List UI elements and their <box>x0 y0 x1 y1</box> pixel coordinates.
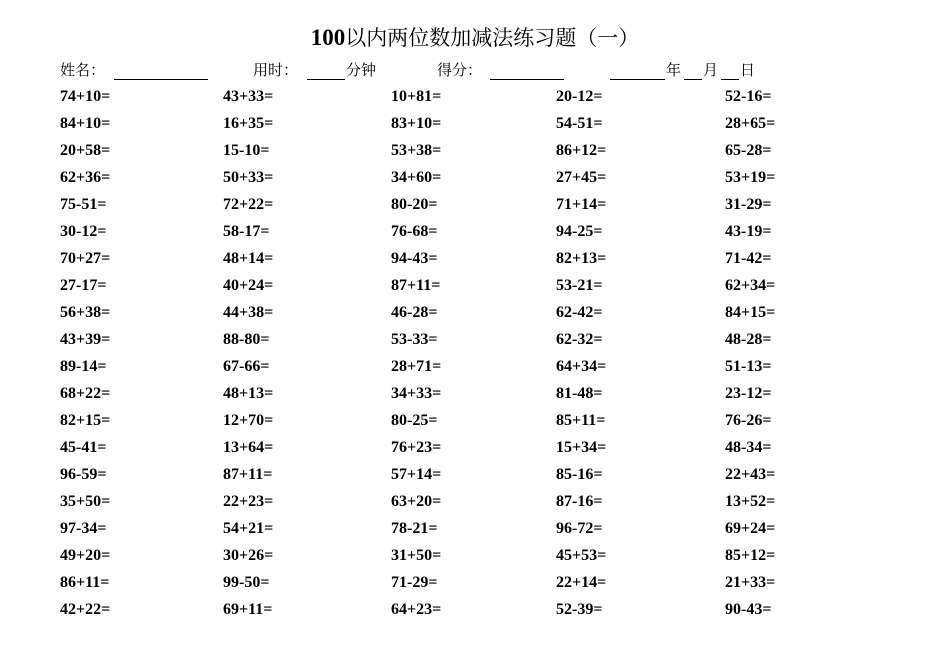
problem-item: 76+23= <box>391 439 442 456</box>
problem-item: 30+26= <box>223 547 274 564</box>
problem-item: 22+14= <box>556 574 607 591</box>
problem-row <box>0 572 950 599</box>
problem-item: 62+36= <box>60 169 111 186</box>
problem-row <box>0 221 950 248</box>
problem-item: 69+24= <box>725 520 776 537</box>
problem-item: 58-17= <box>223 223 270 240</box>
problem-item: 81-48= <box>556 385 603 402</box>
problem-item: 67-66= <box>223 358 270 375</box>
problem-item: 48-34= <box>725 439 772 456</box>
problem-item: 53+38= <box>391 142 442 159</box>
problem-item: 54-51= <box>556 115 603 132</box>
problem-item: 80-25= <box>391 412 438 429</box>
problem-item: 88-80= <box>223 331 270 348</box>
problem-item: 89-14= <box>60 358 107 375</box>
problem-item: 70+27= <box>60 250 111 267</box>
problem-item: 53+19= <box>725 169 776 186</box>
problem-item: 85+11= <box>556 412 606 429</box>
problem-row <box>0 167 950 194</box>
problem-item: 34+60= <box>391 169 442 186</box>
problem-item: 94-25= <box>556 223 603 240</box>
problem-row <box>0 140 950 167</box>
problem-item: 62-32= <box>556 331 603 348</box>
problem-item: 75-51= <box>60 196 107 213</box>
time-label: 用时： <box>253 61 299 79</box>
problem-item: 99-50= <box>223 574 270 591</box>
header-info-row <box>0 58 950 82</box>
problem-row <box>0 329 950 356</box>
problem-item: 48-28= <box>725 331 772 348</box>
problem-item: 30-12= <box>60 223 107 240</box>
problem-item: 42+22= <box>60 601 111 618</box>
problem-item: 20-12= <box>556 88 603 105</box>
problem-item: 74+10= <box>60 88 111 105</box>
problem-row <box>0 464 950 491</box>
problem-item: 78-21= <box>391 520 438 537</box>
problem-item: 54+21= <box>223 520 274 537</box>
problem-item: 45+53= <box>556 547 607 564</box>
problem-item: 71-29= <box>391 574 438 591</box>
problem-item: 10+81= <box>391 88 442 105</box>
problem-item: 72+22= <box>223 196 274 213</box>
problem-grid <box>0 86 950 626</box>
name-blank[interactable] <box>114 79 208 80</box>
problem-item: 87+11= <box>391 277 441 294</box>
worksheet-title <box>0 22 950 54</box>
problem-item: 97-34= <box>60 520 107 537</box>
problem-row <box>0 599 950 626</box>
problem-item: 53-21= <box>556 277 603 294</box>
problem-row <box>0 302 950 329</box>
year-label: 年 <box>666 61 682 79</box>
problem-item: 85-16= <box>556 466 603 483</box>
problem-item: 76-68= <box>391 223 438 240</box>
problem-item: 57+14= <box>391 466 442 483</box>
problem-item: 71-42= <box>725 250 772 267</box>
problem-row <box>0 437 950 464</box>
problem-item: 12+70= <box>223 412 274 429</box>
problem-row <box>0 194 950 221</box>
problem-item: 44+38= <box>223 304 274 321</box>
problem-item: 86+11= <box>60 574 110 591</box>
problem-item: 82+13= <box>556 250 607 267</box>
problem-item: 40+24= <box>223 277 274 294</box>
problem-item: 96-72= <box>556 520 603 537</box>
problem-item: 48+13= <box>223 385 274 402</box>
problem-row <box>0 383 950 410</box>
score-blank[interactable] <box>490 79 564 80</box>
problem-item: 20+58= <box>60 142 111 159</box>
problem-item: 64+23= <box>391 601 442 618</box>
problem-item: 69+11= <box>223 601 273 618</box>
problem-item: 27+45= <box>556 169 607 186</box>
problem-item: 13+52= <box>725 493 776 510</box>
problem-item: 15+34= <box>556 439 607 456</box>
problem-row <box>0 491 950 518</box>
month-blank[interactable] <box>684 79 702 80</box>
problem-item: 50+33= <box>223 169 274 186</box>
title-text: 以内两位数加减法练习题（一） <box>345 26 640 50</box>
problem-row <box>0 545 950 572</box>
problem-item: 94-43= <box>391 250 438 267</box>
problem-row <box>0 356 950 383</box>
problem-item: 28+65= <box>725 115 776 132</box>
problem-item: 31+50= <box>391 547 442 564</box>
problem-item: 80-20= <box>391 196 438 213</box>
time-unit-label: 分钟 <box>346 61 377 79</box>
problem-row <box>0 275 950 302</box>
problem-item: 87+11= <box>223 466 273 483</box>
problem-item: 46-28= <box>391 304 438 321</box>
problem-item: 31-29= <box>725 196 772 213</box>
problem-item: 28+71= <box>391 358 442 375</box>
problem-item: 49+20= <box>60 547 111 564</box>
problem-item: 96-59= <box>60 466 107 483</box>
problem-item: 53-33= <box>391 331 438 348</box>
title-number: 100 <box>310 25 346 50</box>
problem-item: 82+15= <box>60 412 111 429</box>
problem-item: 90-43= <box>725 601 772 618</box>
problem-item: 16+35= <box>223 115 274 132</box>
problem-item: 65-28= <box>725 142 772 159</box>
problem-item: 34+33= <box>391 385 442 402</box>
problem-item: 51-13= <box>725 358 772 375</box>
problem-item: 83+10= <box>391 115 442 132</box>
problem-item: 56+38= <box>60 304 111 321</box>
name-label: 姓名： <box>60 61 106 79</box>
problem-item: 85+12= <box>725 547 776 564</box>
time-blank[interactable] <box>307 79 345 80</box>
problem-item: 15-10= <box>223 142 270 159</box>
problem-item: 48+14= <box>223 250 274 267</box>
problem-item: 76-26= <box>725 412 772 429</box>
problem-item: 62-42= <box>556 304 603 321</box>
problem-item: 52-39= <box>556 601 603 618</box>
problem-item: 13+64= <box>223 439 274 456</box>
problem-item: 62+34= <box>725 277 776 294</box>
problem-row <box>0 410 950 437</box>
problem-item: 68+22= <box>60 385 111 402</box>
problem-item: 71+14= <box>556 196 607 213</box>
problem-item: 43+39= <box>60 331 111 348</box>
score-label: 得分： <box>437 61 483 79</box>
problem-item: 52-16= <box>725 88 772 105</box>
problem-row <box>0 518 950 545</box>
problem-row <box>0 113 950 140</box>
day-blank[interactable] <box>721 79 739 80</box>
problem-row <box>0 86 950 113</box>
problem-item: 45-41= <box>60 439 107 456</box>
problem-item: 64+34= <box>556 358 607 375</box>
problem-item: 43-19= <box>725 223 772 240</box>
problem-row <box>0 248 950 275</box>
problem-item: 63+20= <box>391 493 442 510</box>
problem-item: 22+43= <box>725 466 776 483</box>
problem-item: 22+23= <box>223 493 274 510</box>
problem-item: 86+12= <box>556 142 607 159</box>
problem-item: 35+50= <box>60 493 111 510</box>
problem-item: 43+33= <box>223 88 274 105</box>
problem-item: 21+33= <box>725 574 776 591</box>
problem-item: 87-16= <box>556 493 603 510</box>
day-label: 日 <box>740 61 756 79</box>
problem-item: 27-17= <box>60 277 107 294</box>
month-label: 月 <box>703 61 719 79</box>
problem-item: 23-12= <box>725 385 772 402</box>
problem-item: 84+10= <box>60 115 111 132</box>
problem-item: 84+15= <box>725 304 776 321</box>
year-blank[interactable] <box>610 79 665 80</box>
